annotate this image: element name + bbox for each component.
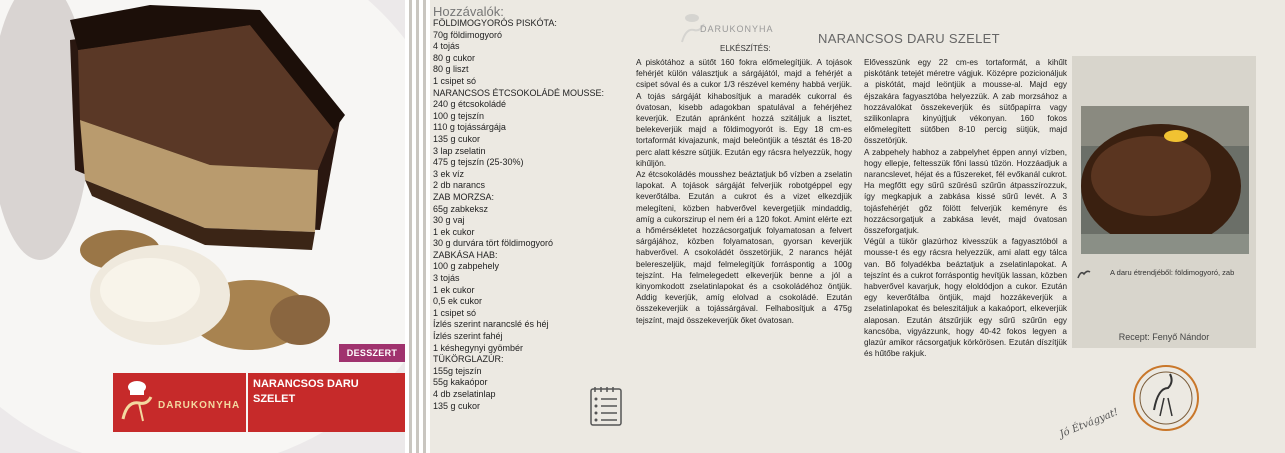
ingredient-line: 2 db narancs <box>433 180 486 191</box>
ingredient-line: TÜKÖRGLAZÚR: <box>433 354 504 365</box>
photo-title-line1: NARANCSOS DARU <box>253 378 359 390</box>
notepad-icon <box>587 385 627 427</box>
glazed-cake-photo <box>1081 106 1249 254</box>
ingredient-line: 475 g tejszín (25-30%) <box>433 157 524 168</box>
recipe-title: NARANCSOS DARU SZELET <box>818 31 1000 46</box>
preparation-heading: ELKÉSZÍTÉS: <box>720 44 771 53</box>
ingredient-line: 0,5 ek cukor <box>433 296 483 307</box>
national-park-logo <box>1126 358 1206 438</box>
ingredient-line: 240 g étcsokoládé <box>433 99 507 110</box>
brand-name: DARUKONYHA <box>158 400 241 411</box>
ingredient-line: Ízlés szerint narancslé és héj <box>433 319 549 330</box>
ingredient-line: 80 g cukor <box>433 52 476 63</box>
ingredient-line: 70g földimogyoró <box>433 29 503 40</box>
ingredient-line: 3 tojás <box>433 273 460 284</box>
ingredient-line: 55g kakaópor <box>433 377 488 388</box>
ingredient-line: 1 csipet só <box>433 307 477 318</box>
ingredient-line: 4 tojás <box>433 41 460 52</box>
ingredients-list <box>433 6 608 412</box>
bon-appetit-signature: Jó Étvágyat! <box>1058 406 1120 441</box>
ingredient-line: 1 ek cukor <box>433 226 475 237</box>
recipe-credit: Recept: Fenyő Nándor <box>1118 332 1210 342</box>
prep-paragraph: A zabpehely habhoz a zabpelyhet éppen annyi vízben, hogy ellepje, feltesszük főni lassú tűzön. Hozzáadjuk a narancslevet, héjat és a fűszereket, fél evőkanál cukrot. Ha megfőtt egy sűrű szűrésű szűrűn átpasszírozzuk, így megkapjuk a zabkása kissé sűrű levét. A 3 tojásfehérjét gőz fölött felverjük keményre és hozzácsorgatjuk a zabkása levét, majd óvatosan összeforgatjuk. <box>864 147 1067 236</box>
dessert-badge: DESSZERT <box>339 344 405 362</box>
ingredient-line: 80 g liszt <box>433 64 469 75</box>
ingredient-line: 110 g tojássárgája <box>433 122 506 133</box>
ingredient-line: 1 csipet só <box>433 75 477 86</box>
ingredient-line: NARANCSOS ÉTCSOKOLÁDÉ MOUSSE: <box>433 87 605 98</box>
ingredient-line: ZAB MORZSA: <box>433 191 495 202</box>
preparation-column-1 <box>636 57 852 326</box>
watermark-brand: DARUKONYHA <box>700 24 774 34</box>
ingredient-line: 3 ek víz <box>433 168 465 179</box>
ingredient-line: 135 g cukor <box>433 400 481 411</box>
ingredients-lines <box>433 18 608 412</box>
chef-crane-logo-icon <box>117 379 157 425</box>
ingredient-line: 100 g tejszín <box>433 110 485 121</box>
ingredient-line: 30 g durvára tört földimogyoró <box>433 238 554 249</box>
ingredient-line: 135 g cukor <box>433 133 481 144</box>
ingredient-line: 1 késhegynyi gyömbér <box>433 342 524 353</box>
prep-paragraph: Végül a tükör glazúrhoz kivesszük a fagyasztóból a mousse-t és egy rácsra helyezzük, ami alatt egy tálca van. Bő folyadékba beáztatjuk a zselatinlapokat. A tejszínt és a cukrot forráspontig hevítjük lassan, közben habverővel kavarjuk, hogy eloldódjon a cukor. Ezután egy keverőtálba öntjük, majd hozzákeverjük a zselatinlapokat és beleszitáljuk a kakaóport, elkeverjük alaposan. Ezután átszűrjük egy sűrű szűrűn egy kancsóba, vigyázzunk, hogy 40-42 fokos legyen a glazúr amikor rácsorgatjuk körkörösen. Ezután díszítjük és hűtőbe rakjuk. <box>864 237 1067 359</box>
ingredient-line: ZABKÁSA HAB: <box>433 249 498 260</box>
ingredient-line: 3 lap zselatin <box>433 145 486 156</box>
ingredient-line: 155g tejszín <box>433 365 482 376</box>
prep-paragraph: Az étcsokoládés mousshez beáztatjuk bő vízben a zselatin lapokat. A tojások sárgáját felverjük robotgéppel egy keverőtálba. Ezután a cukrot és a vizet elkezdjük melegíteni, közben habverővel kevergetjük mindaddig, amíg a cukorszirup el nem éri a 120 fokot. Amint elérte ezt a hőmérsékletet hozzácsorgatjuk folyamatosan a felvert sárgájához, közben folyamatosan, gyorsan keverjük habverővel. A csokoládét összetörjük, 2 narancs héját belereszeljük, majd felmelegítjük forráspontig a 100g tejszínt. Ha felmelegedett elkeverjük benne a jól a kinyomkodott zselatinlapokat és a csokoládéhoz öntjük. Addig keverjük, amíg elolvad a csokoládé. Ezután összekeverjük a tojássárgával. Felhabosítjuk a 475g tejszínt, majd összekeverjük őket óvatosan. <box>636 170 852 325</box>
preparation-column-2 <box>864 57 1067 359</box>
photo-title <box>253 377 393 407</box>
photo-caption: A daru étrendjéből: földimogyoró, zab <box>1110 268 1235 277</box>
ingredient-line: 4 db zselatinlap <box>433 389 496 399</box>
prep-paragraph: A piskótához a sütőt 160 fokra előmelegítjük. A tojások fehérjét külön választjuk a sárgájától, majd a fehérjét a csipet sóval és a cukor 1/3 részével kemény habbá verjük. A tojás sárgáját kihabosítjuk a maradék cukorral és óvatosan, kisebb adagokban spatulával a fehérjéhez keverjük. Ezután apránként hozzá szitáljuk a lisztet, belekeverjük majd a földimogyorót is. Egy 18 cm-es tortaformát kivajazunk, majd beleöntjük a tésztát és 18-20 perc alatt készre sütjük. Ezután egy rácsra helyezzük, hogy kihűljön. <box>636 58 852 168</box>
ingredient-line: Ízlés szerint fahéj <box>433 331 503 342</box>
photo-title-line2: SZELET <box>253 393 296 405</box>
ingredient-line: 30 g vaj <box>433 215 465 226</box>
ingredient-line: FÖLDIMOGYORÓS PISKÓTA: <box>433 18 557 28</box>
ingredient-line: 1 ek cukor <box>433 284 475 295</box>
ingredient-line: 65g zabkeksz <box>433 203 489 214</box>
prep-paragraph: Elővesszünk egy 22 cm-es tortaformát, a kihűlt piskótánk tetejét méretre vágjuk. Középre pozicionáljuk a piskótát, majd leöntjük a mousse-al. Majd egy éjszakára fagyasztóba helyezzük. A zab morzsához a hozzávalókat összekeverjük és sütőpapírra vagy szilikonlapra kinyújtjuk vékonyan. 160 fokos előmelegített sütőben 8-10 percig sütjük, majd összetörjük. <box>864 58 1067 146</box>
chevron-strip <box>405 0 430 453</box>
ingredient-line: 100 g zabpehely <box>433 261 500 272</box>
crane-icon <box>1076 266 1092 282</box>
ingredients-heading: Hozzávalók: <box>433 4 504 19</box>
